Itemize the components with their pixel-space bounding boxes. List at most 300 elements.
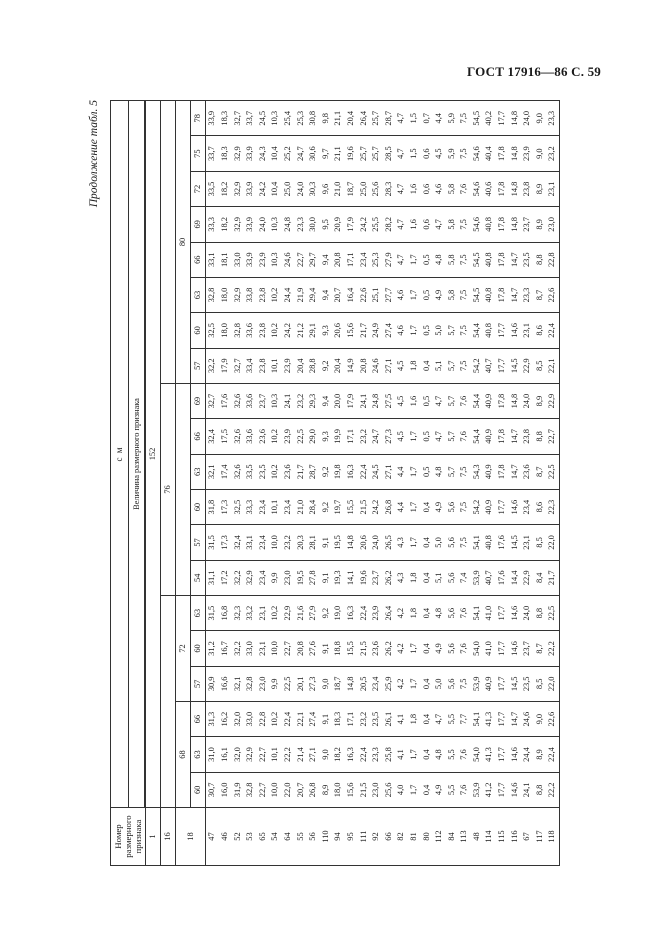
value-cell: 22,7 xyxy=(257,737,270,772)
value-cell: 31,3 xyxy=(206,702,219,737)
value-cell: 23,4 xyxy=(282,489,295,524)
table-row xyxy=(320,101,333,866)
column-header: 63 xyxy=(191,277,206,312)
value-cell: 7,6 xyxy=(458,419,471,454)
value-cell: 22,8 xyxy=(257,702,270,737)
feature-number-cell: 118 xyxy=(546,808,559,866)
value-cell: 17,7 xyxy=(496,666,509,701)
value-cell: 10,2 xyxy=(269,702,282,737)
value-cell: 4,6 xyxy=(395,313,408,348)
value-cell: 21,5 xyxy=(357,772,370,807)
value-cell: 23,9 xyxy=(282,419,295,454)
value-cell: 17,7 xyxy=(496,631,509,666)
value-cell: 9,3 xyxy=(320,419,333,454)
value-cell: 9,2 xyxy=(320,454,333,489)
value-cell: 16,3 xyxy=(345,737,358,772)
value-cell: 32,0 xyxy=(232,702,245,737)
value-cell: 33,9 xyxy=(244,242,257,277)
level3-group-80: 80 xyxy=(176,101,191,384)
value-cell: 32,6 xyxy=(232,454,245,489)
value-cell: 28,3 xyxy=(383,171,396,206)
value-cell: 0,4 xyxy=(420,631,433,666)
value-cell: 10,2 xyxy=(269,454,282,489)
value-cell: 16,6 xyxy=(219,666,232,701)
feature-number-cell: 112 xyxy=(433,808,446,866)
feature-number-cell: 67 xyxy=(521,808,534,866)
value-cell: 19,7 xyxy=(332,489,345,524)
value-cell: 1,8 xyxy=(408,595,421,630)
value-cell: 8,6 xyxy=(534,313,547,348)
value-cell: 23,8 xyxy=(521,419,534,454)
value-cell: 4,5 xyxy=(395,419,408,454)
value-cell: 23,2 xyxy=(282,525,295,560)
value-cell: 21,4 xyxy=(294,737,307,772)
value-cell: 19,8 xyxy=(332,454,345,489)
value-cell: 4,7 xyxy=(395,101,408,137)
feature-number-cell: 56 xyxy=(307,808,320,866)
value-cell: 22,0 xyxy=(282,772,295,807)
value-cell: 4,2 xyxy=(395,631,408,666)
value-cell: 54,6 xyxy=(471,136,484,171)
value-cell: 18,2 xyxy=(332,737,345,772)
value-cell: 4,1 xyxy=(395,702,408,737)
value-cell: 17,7 xyxy=(496,702,509,737)
value-cell: 0,6 xyxy=(420,207,433,242)
value-cell: 1,7 xyxy=(408,737,421,772)
value-cell: 33,9 xyxy=(206,101,219,137)
value-cell: 40,2 xyxy=(483,101,496,137)
value-cell: 17,8 xyxy=(496,207,509,242)
value-cell: 1,6 xyxy=(408,171,421,206)
value-cell: 40,7 xyxy=(483,560,496,595)
value-cell: 10,3 xyxy=(269,242,282,277)
value-cell: 1,8 xyxy=(408,348,421,383)
value-cell: 16,3 xyxy=(345,595,358,630)
value-cell: 8,5 xyxy=(534,666,547,701)
value-cell: 32,7 xyxy=(232,101,245,137)
value-cell: 22,5 xyxy=(294,419,307,454)
value-cell: 5,7 xyxy=(446,419,459,454)
value-cell: 7,5 xyxy=(458,101,471,137)
value-cell: 23,9 xyxy=(370,595,383,630)
value-cell: 33,0 xyxy=(244,631,257,666)
value-cell: 7,5 xyxy=(458,313,471,348)
feature-number-cell: 55 xyxy=(294,808,307,866)
table-row xyxy=(219,101,232,866)
value-cell: 19,3 xyxy=(332,560,345,595)
value-cell: 22,8 xyxy=(546,242,559,277)
value-cell: 5,9 xyxy=(446,101,459,137)
value-cell: 29,3 xyxy=(307,383,320,418)
value-cell: 4,5 xyxy=(395,348,408,383)
value-cell: 7,5 xyxy=(458,666,471,701)
value-cell: 40,6 xyxy=(483,171,496,206)
value-cell: 0,4 xyxy=(420,560,433,595)
value-cell: 7,5 xyxy=(458,136,471,171)
value-cell: 25,8 xyxy=(383,737,396,772)
value-cell: 40,9 xyxy=(483,383,496,418)
value-cell: 4,3 xyxy=(395,560,408,595)
value-cell: 14,8 xyxy=(345,525,358,560)
value-cell: 24,4 xyxy=(282,277,295,312)
value-cell: 14,6 xyxy=(509,595,522,630)
level3-left-header: 18 xyxy=(176,808,206,866)
value-cell: 23,4 xyxy=(257,525,270,560)
value-cell: 23,8 xyxy=(257,277,270,312)
value-cell: 28,7 xyxy=(383,101,396,137)
value-cell: 25,6 xyxy=(383,772,396,807)
value-cell: 31,0 xyxy=(206,737,219,772)
value-cell: 22,9 xyxy=(282,595,295,630)
value-cell: 20,8 xyxy=(294,631,307,666)
value-cell: 4,2 xyxy=(395,595,408,630)
value-cell: 19,6 xyxy=(357,560,370,595)
value-cell: 1,5 xyxy=(408,101,421,137)
value-cell: 32,9 xyxy=(232,207,245,242)
table-row xyxy=(471,101,484,866)
value-cell: 23,9 xyxy=(282,348,295,383)
feature-number-cell: 94 xyxy=(332,808,345,866)
value-cell: 23,8 xyxy=(257,313,270,348)
value-cell: 29,0 xyxy=(307,419,320,454)
feature-number-cell: 64 xyxy=(282,808,295,866)
value-cell: 32,4 xyxy=(232,525,245,560)
feature-number-cell: 115 xyxy=(496,808,509,866)
value-cell: 24,2 xyxy=(357,207,370,242)
value-cell: 23,8 xyxy=(521,171,534,206)
value-cell: 28,5 xyxy=(383,136,396,171)
value-cell: 23,4 xyxy=(370,666,383,701)
value-cell: 4,7 xyxy=(395,171,408,206)
value-cell: 21,9 xyxy=(294,277,307,312)
value-cell: 8,5 xyxy=(534,348,547,383)
value-cell: 32,8 xyxy=(206,277,219,312)
value-cell: 7,5 xyxy=(458,525,471,560)
value-cell: 22,4 xyxy=(282,702,295,737)
value-cell: 20,3 xyxy=(294,525,307,560)
value-cell: 5,7 xyxy=(446,348,459,383)
value-cell: 32,2 xyxy=(232,560,245,595)
value-cell: 10,2 xyxy=(269,595,282,630)
value-cell: 10,2 xyxy=(269,313,282,348)
value-cell: 17,9 xyxy=(219,348,232,383)
value-cell: 7,5 xyxy=(458,489,471,524)
value-cell: 32,4 xyxy=(206,419,219,454)
value-cell: 23,2 xyxy=(357,702,370,737)
value-cell: 28,1 xyxy=(307,525,320,560)
value-cell: 17,6 xyxy=(219,383,232,418)
value-cell: 27,1 xyxy=(307,737,320,772)
value-cell: 31,5 xyxy=(206,595,219,630)
feature-number-cell: 117 xyxy=(534,808,547,866)
value-cell: 7,5 xyxy=(458,207,471,242)
value-cell: 27,8 xyxy=(307,560,320,595)
value-cell: 19,5 xyxy=(332,525,345,560)
value-cell: 21,5 xyxy=(357,489,370,524)
value-cell: 22,0 xyxy=(546,666,559,701)
value-cell: 9,4 xyxy=(320,242,333,277)
value-cell: 22,3 xyxy=(546,489,559,524)
value-cell: 27,4 xyxy=(307,702,320,737)
value-cell: 0,4 xyxy=(420,772,433,807)
value-cell: 24,1 xyxy=(357,383,370,418)
value-cell: 24,6 xyxy=(370,348,383,383)
value-cell: 1,8 xyxy=(408,702,421,737)
value-cell: 33,7 xyxy=(206,136,219,171)
value-cell: 33,7 xyxy=(244,101,257,137)
value-cell: 24,0 xyxy=(521,595,534,630)
value-cell: 32,5 xyxy=(232,489,245,524)
value-cell: 54,2 xyxy=(471,348,484,383)
value-cell: 21,1 xyxy=(332,136,345,171)
value-cell: 1,6 xyxy=(408,207,421,242)
table-row xyxy=(282,101,295,866)
value-cell: 4,9 xyxy=(433,277,446,312)
value-cell: 25,7 xyxy=(370,136,383,171)
value-cell: 21,1 xyxy=(332,101,345,137)
value-cell: 54,6 xyxy=(471,171,484,206)
value-cell: 23,9 xyxy=(521,136,534,171)
value-cell: 54,4 xyxy=(471,383,484,418)
value-cell: 8,8 xyxy=(534,419,547,454)
value-cell: 19,0 xyxy=(332,595,345,630)
value-cell: 22,7 xyxy=(294,242,307,277)
value-cell: 27,1 xyxy=(383,454,396,489)
value-cell: 5,8 xyxy=(446,171,459,206)
value-cell: 27,6 xyxy=(307,631,320,666)
value-cell: 24,3 xyxy=(257,136,270,171)
value-cell: 4,0 xyxy=(395,772,408,807)
value-cell: 24,0 xyxy=(257,207,270,242)
value-cell: 4,9 xyxy=(433,631,446,666)
table-row xyxy=(269,101,282,866)
value-cell: 7,6 xyxy=(458,171,471,206)
value-cell: 21,6 xyxy=(294,595,307,630)
value-cell: 0,4 xyxy=(420,737,433,772)
value-cell: 32,2 xyxy=(206,348,219,383)
value-cell: 22,4 xyxy=(357,737,370,772)
value-cell: 21,7 xyxy=(357,313,370,348)
level3-group-68: 68 xyxy=(176,702,191,808)
value-cell: 23,3 xyxy=(546,101,559,137)
value-cell: 1,7 xyxy=(408,242,421,277)
value-cell: 15,6 xyxy=(345,313,358,348)
value-cell: 14,8 xyxy=(509,171,522,206)
value-cell: 53,9 xyxy=(471,560,484,595)
value-cell: 25,3 xyxy=(294,101,307,137)
value-cell: 17,7 xyxy=(496,313,509,348)
value-cell: 22,9 xyxy=(546,383,559,418)
value-cell: 7,6 xyxy=(458,595,471,630)
value-cell: 5,6 xyxy=(446,489,459,524)
value-cell: 21,5 xyxy=(357,631,370,666)
feature-number-cell: 110 xyxy=(320,808,333,866)
value-cell: 14,6 xyxy=(509,313,522,348)
value-cell: 27,3 xyxy=(307,666,320,701)
value-cell: 8,8 xyxy=(534,242,547,277)
unit-header: с м xyxy=(111,101,129,808)
value-cell: 22,7 xyxy=(546,419,559,454)
value-cell: 24,5 xyxy=(370,454,383,489)
table-row xyxy=(257,101,270,866)
value-cell: 24,0 xyxy=(294,171,307,206)
table-row xyxy=(357,101,370,866)
feature-number-header: Номер размерного признака xyxy=(111,808,146,866)
value-cell: 17,8 xyxy=(496,277,509,312)
value-cell: 8,8 xyxy=(534,772,547,807)
value-cell: 33,1 xyxy=(206,242,219,277)
value-cell: 30,0 xyxy=(307,207,320,242)
value-cell: 20,1 xyxy=(294,666,307,701)
value-cell: 9,0 xyxy=(320,666,333,701)
value-cell: 27,3 xyxy=(383,419,396,454)
value-cell: 31,9 xyxy=(232,772,245,807)
value-cell: 9,0 xyxy=(534,101,547,137)
value-cell: 1,7 xyxy=(408,772,421,807)
value-cell: 0,5 xyxy=(420,242,433,277)
value-cell: 23,4 xyxy=(257,560,270,595)
value-cell: 54,4 xyxy=(471,419,484,454)
value-cell: 4,5 xyxy=(433,136,446,171)
value-cell: 1,7 xyxy=(408,454,421,489)
value-cell: 5,9 xyxy=(446,136,459,171)
level2-header: 76 xyxy=(161,383,176,595)
value-cell: 8,9 xyxy=(534,383,547,418)
value-cell: 22,2 xyxy=(282,737,295,772)
value-cell: 14,8 xyxy=(345,666,358,701)
value-cell: 27,9 xyxy=(383,242,396,277)
value-cell: 18,3 xyxy=(332,702,345,737)
value-cell: 20,7 xyxy=(294,772,307,807)
value-cell: 17,7 xyxy=(496,737,509,772)
value-cell: 1,7 xyxy=(408,277,421,312)
value-cell: 9,2 xyxy=(320,348,333,383)
value-cell: 23,1 xyxy=(521,313,534,348)
value-cell: 22,5 xyxy=(546,454,559,489)
level3-group-72: 72 xyxy=(176,595,191,701)
value-cell: 30,3 xyxy=(307,171,320,206)
value-cell: 54,6 xyxy=(471,207,484,242)
value-cell: 24,2 xyxy=(282,313,295,348)
value-cell: 23,3 xyxy=(521,277,534,312)
value-cell: 7,7 xyxy=(458,702,471,737)
value-cell: 31,8 xyxy=(206,489,219,524)
value-cell: 17,7 xyxy=(496,101,509,137)
value-cell: 21,7 xyxy=(546,560,559,595)
value-cell: 25,9 xyxy=(383,666,396,701)
value-cell: 8,9 xyxy=(320,772,333,807)
value-cell: 9,3 xyxy=(320,313,333,348)
feature-number-cell: 66 xyxy=(383,808,396,866)
feature-number-cell: 48 xyxy=(471,808,484,866)
table-row xyxy=(294,101,307,866)
value-cell: 31,1 xyxy=(206,560,219,595)
value-cell: 27,5 xyxy=(383,383,396,418)
value-cell: 23,6 xyxy=(282,454,295,489)
value-cell: 24,1 xyxy=(282,383,295,418)
table-row xyxy=(307,101,320,866)
value-cell: 0,6 xyxy=(420,136,433,171)
value-cell: 4,4 xyxy=(395,454,408,489)
value-cell: 18,2 xyxy=(219,207,232,242)
value-cell: 1,7 xyxy=(408,666,421,701)
value-cell: 17,8 xyxy=(496,171,509,206)
value-cell: 18,1 xyxy=(219,242,232,277)
value-cell: 33,9 xyxy=(244,171,257,206)
value-cell: 30,7 xyxy=(206,772,219,807)
value-cell: 30,9 xyxy=(206,666,219,701)
value-cell: 32,6 xyxy=(232,383,245,418)
value-cell: 24,2 xyxy=(257,171,270,206)
value-cell: 7,5 xyxy=(458,277,471,312)
value-cell: 32,6 xyxy=(232,419,245,454)
value-cell: 14,6 xyxy=(509,737,522,772)
value-cell: 19,5 xyxy=(294,560,307,595)
value-cell: 9,9 xyxy=(269,560,282,595)
feature-number-cell: 82 xyxy=(395,808,408,866)
value-cell: 40,8 xyxy=(483,313,496,348)
value-cell: 23,4 xyxy=(357,242,370,277)
value-cell: 22,5 xyxy=(282,666,295,701)
value-cell: 24,9 xyxy=(370,313,383,348)
value-cell: 0,6 xyxy=(420,171,433,206)
value-cell: 24,4 xyxy=(521,737,534,772)
value-cell: 23,2 xyxy=(357,419,370,454)
value-cell: 7,6 xyxy=(458,631,471,666)
value-cell: 8,9 xyxy=(534,207,547,242)
value-cell: 4,6 xyxy=(395,277,408,312)
value-cell: 54,2 xyxy=(471,489,484,524)
value-cell: 41,0 xyxy=(483,631,496,666)
value-cell: 22,2 xyxy=(546,631,559,666)
column-header: 66 xyxy=(191,419,206,454)
value-cell: 8,7 xyxy=(534,454,547,489)
value-cell: 1,7 xyxy=(408,419,421,454)
value-cell: 22,6 xyxy=(546,277,559,312)
value-cell: 9,5 xyxy=(320,207,333,242)
value-cell: 18,0 xyxy=(219,277,232,312)
value-cell: 0,5 xyxy=(420,313,433,348)
column-header: 63 xyxy=(191,595,206,630)
column-header: 54 xyxy=(191,560,206,595)
value-cell: 14,8 xyxy=(509,101,522,137)
value-cell: 8,4 xyxy=(534,560,547,595)
value-cell: 17,9 xyxy=(345,383,358,418)
value-cell: 18,3 xyxy=(219,101,232,137)
value-cell: 4,7 xyxy=(433,207,446,242)
value-cell: 4,9 xyxy=(433,772,446,807)
value-header: Величина размерного признака xyxy=(129,101,145,808)
value-cell: 4,5 xyxy=(395,383,408,418)
value-cell: 32,9 xyxy=(232,136,245,171)
value-cell: 0,4 xyxy=(420,666,433,701)
value-cell: 17,8 xyxy=(496,454,509,489)
table-row xyxy=(408,101,421,866)
value-cell: 0,5 xyxy=(420,277,433,312)
value-cell: 4,7 xyxy=(433,419,446,454)
value-cell: 23,4 xyxy=(521,489,534,524)
value-cell: 33,1 xyxy=(244,525,257,560)
value-cell: 23,5 xyxy=(370,702,383,737)
value-cell: 0,4 xyxy=(420,489,433,524)
value-cell: 5,6 xyxy=(446,560,459,595)
table-row xyxy=(483,101,496,866)
value-cell: 14,8 xyxy=(509,207,522,242)
value-cell: 1,7 xyxy=(408,313,421,348)
value-cell: 5,8 xyxy=(446,207,459,242)
value-cell: 16,8 xyxy=(219,595,232,630)
value-cell: 24,0 xyxy=(521,383,534,418)
